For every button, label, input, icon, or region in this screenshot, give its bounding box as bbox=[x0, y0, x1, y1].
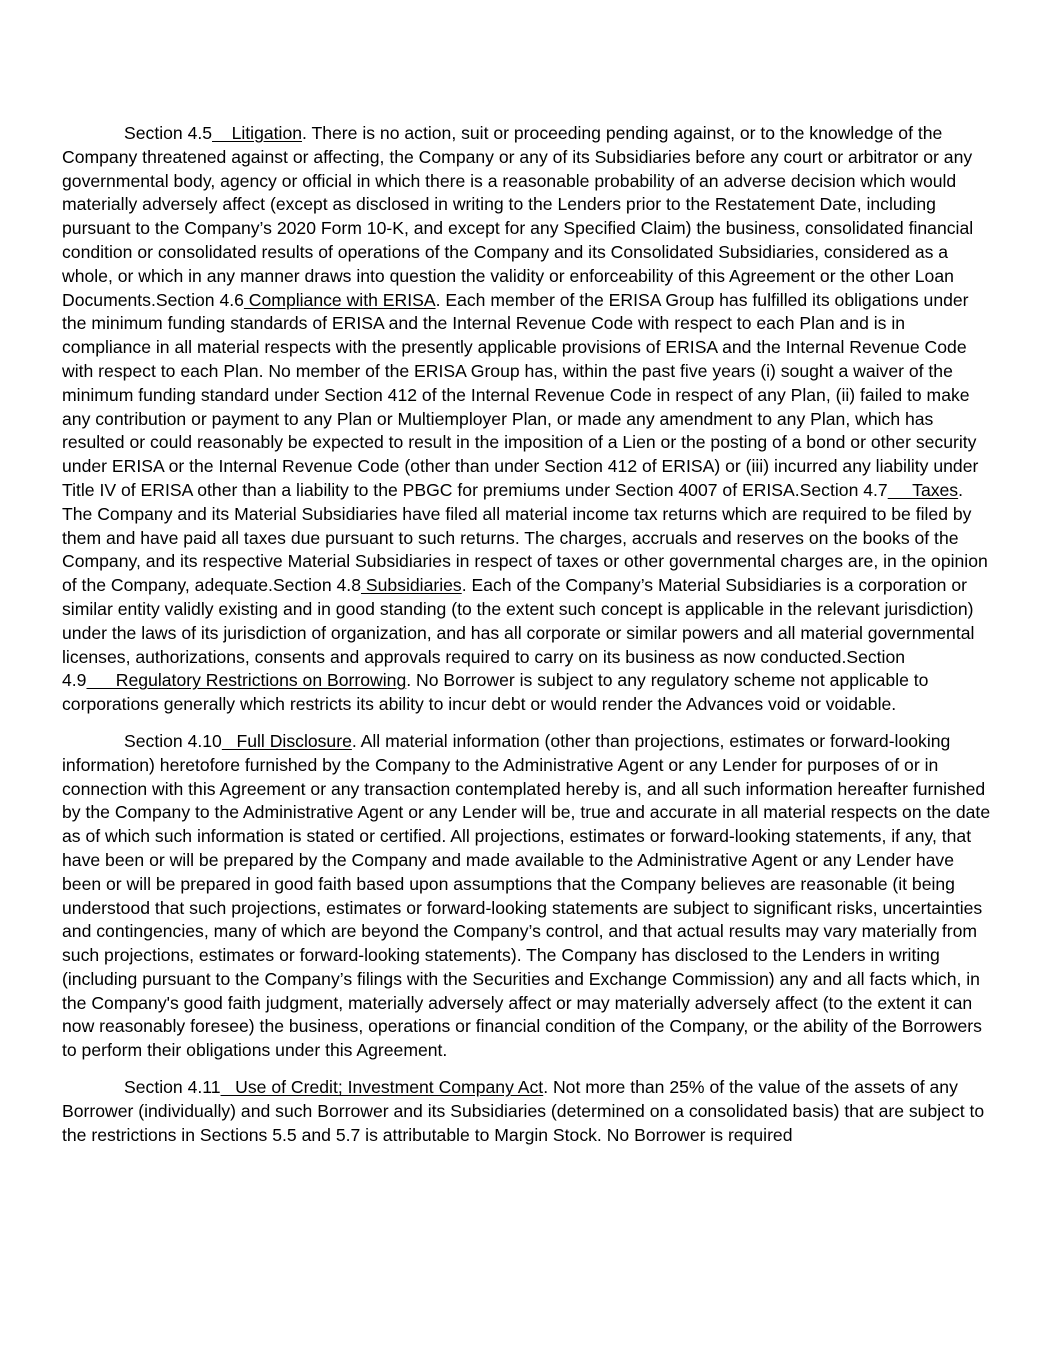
paragraph-section-4-11 bbox=[62, 1076, 996, 1147]
document-page bbox=[62, 122, 996, 1160]
section-4-11-number: Section 4.11 bbox=[124, 1077, 221, 1098]
paragraph-section-4-5-to-4-9 bbox=[62, 122, 996, 717]
section-4-5-heading-litigation: Litigation bbox=[212, 123, 303, 143]
paragraph-section-4-10 bbox=[62, 730, 996, 1063]
section-4-7-heading-taxes: Taxes bbox=[887, 479, 959, 500]
section-4-5-number: Section 4.5 bbox=[124, 123, 213, 143]
section-4-9-heading-regulatory: Regulatory Restrictions on Borrowing bbox=[86, 670, 407, 691]
section-4-10-number: Section 4.10 bbox=[124, 730, 222, 751]
section-4-8-heading-subsidiaries: Subsidiaries bbox=[360, 575, 462, 596]
section-4-6-body: . Each member of the ERISA Group has fulfilled its obligations under the minimum funding standards of ERISA and the Internal Revenue Code with respect to each Plan and is in compliance in all material respects with the presently applicable provisions of ERISA and the Internal Revenue Code with respect to each Plan. No member of the ERISA Group has, within the past five years (i) sought a waiver of the minimum funding standard under Section 412 of the Internal Revenue Code in respect of any Plan, (ii) failed to make any contribution or payment to any Plan or Multiemployer Plan, or made any amendment to any Plan, which has resulted or could reasonably be expected to result in the imposition of a Lien or the posting of a bond or other security under ERISA or the Internal Revenue Code (other than under Section 412 of ERISA) or (iii) incurred any liability under Title IV of ERISA other than a liability to the PBGC for premiums under Section 4007 of ERISA.Section 4.7 bbox=[62, 289, 979, 500]
section-4-8-body: . Each of the Company’s Material Subsidiaries is a corporation or similar entity validly existing and in good standing (to the extent such concept is applicable in the relevant jurisdiction) under the laws of its jurisdiction of organization, and has all corporate or similar powers and all material governmental licenses, authorizations, consents and approvals required to carry on its business as now conducted.Section 4.9 bbox=[62, 575, 975, 691]
section-4-10-heading-full-disclosure: Full Disclosure bbox=[221, 730, 352, 751]
section-4-7-body: . The Company and its Material Subsidiaries have filed all material income tax returns which are required to be filed by them and have paid all taxes due pursuant to such returns. The charges, accruals and reserves on the books of the Company, and its respective Material Subsidiaries in respect of taxes or other governmental charges are, in the opinion of the Company, adequate.Section 4.8 bbox=[62, 479, 988, 596]
section-4-11-body: . Not more than 25% of the value of the assets of any Borrower (individually) and such Borrower and its Subsidiaries (determined on a consolidated basis) that are subject to the restrictions in Sections 5.5 and 5.7 is attributable to Margin Stock. No Borrower is required bbox=[62, 1077, 985, 1145]
section-4-5-body: . There is no action, suit or proceeding pending against, or to the knowledge of the Company threatened against or affecting, the Company or any of its Subsidiaries before any court or arbitrator or any governmental body, agency or official in which there is a reasonable probability of an adverse decision which would materially adversely affect (except as disclosed in writing to the Lenders prior to the Restatement Date, including pursuant to the Company’s 2020 Form 10-K, and except for any Specified Claim) the business, consolidated financial condition or consolidated results of operations of the Company and its Consolidated Subsidiaries, considered as a whole, or which in any manner draws into question the validity or enforceability of this Agreement or the other Loan Documents.Section 4.6 bbox=[62, 123, 974, 310]
section-4-6-heading-erisa: Compliance with ERISA bbox=[243, 289, 436, 310]
section-4-9-body: . No Borrower is subject to any regulatory scheme not applicable to corporations generally which restricts its ability to incur debt or would render the Advances void or voidable. bbox=[62, 670, 929, 715]
section-4-10-body: . All material information (other than projections, estimates or forward-looking information) heretofore furnished by the Company to the Administrative Agent or any Lender for purposes of or in connection with this Agreement or any transaction contemplated hereby is, and all such information hereafter furnished by the Company to the Administrative Agent or any Lender will be, true and accurate in all material respects on the date as of which such information is stated or certified. All projections, estimates or forward-looking statements, if any, that have been or will be prepared by the Company and made available to the Administrative Agent or any Lender have been or will be prepared in good faith based upon assumptions that the Company believes are reasonable (it being understood that such projections, estimates or forward-looking statements are subject to significant risks, uncertainties and contingencies, many of which are beyond the Company’s control, and that actual results may vary materially from such projections, estimates or forward-looking statements). The Company has disclosed to the Lenders in writing (including pursuant to the Company’s filings with the Securities and Exchange Commission) any and all facts which, in the Company's good faith judgment, materially adversely affect or may materially adversely affect (to the extent it can now reasonably foresee) the business, operations or financial condition of the Company, or the ability of the Borrowers to perform their obligations under this Agreement. bbox=[62, 730, 991, 1061]
section-4-11-heading-use-of-credit: Use of Credit; Investment Company Act bbox=[220, 1077, 544, 1098]
